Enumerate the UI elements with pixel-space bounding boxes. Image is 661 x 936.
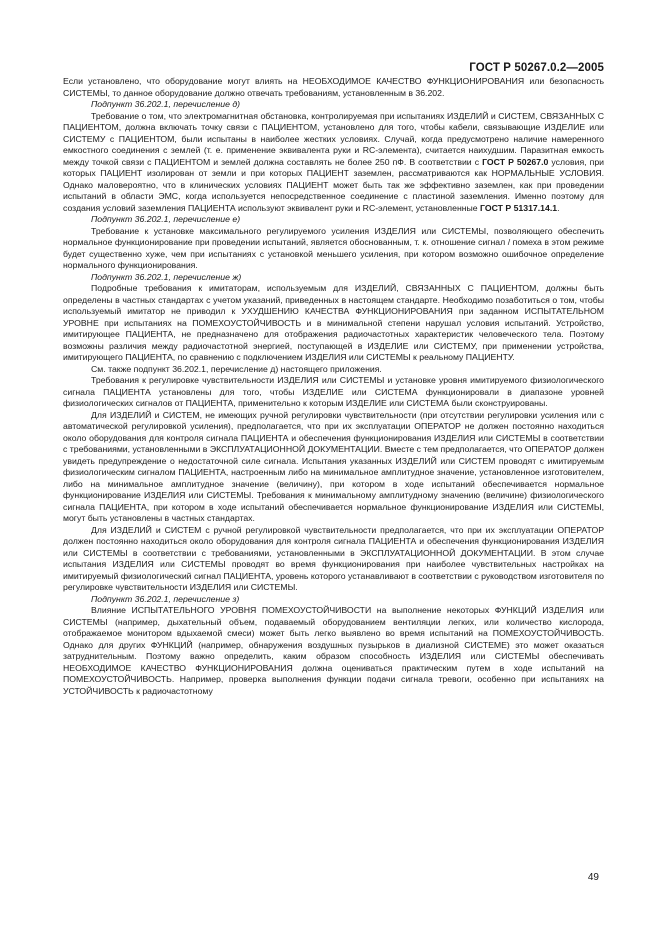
paragraph-text: Если установлено, что оборудование могут влиять на НЕОБХОДИМОЕ КАЧЕСТВО ФУНКЦИОНИРОВАНИЯ или безопасность СИСТЕМЫ, то данное оборудование должно отвечать требованиям, установленным в 36.202. (63, 76, 604, 98)
paragraph-text: условия, при которых ПАЦИЕНТ (63, 156, 605, 178)
paragraph: Подробные требования к имитаторам, используемым для ИЗДЕЛИЙ, СВЯЗАННЫХ С ПАЦИЕНТОМ, должны быть определены в частных стандартах с учетом указаний, приведенных в настоящем стандарте. Необходимо позаботиться о том, чтобы используемый имитатор не приводил к УХУДШЕНИЮ КАЧЕСТВА ФУНКЦИОНИРОВАНИЯ при заданном ИСПЫТАТЕЛЬНОМ УРОВНЕ при испытаниях на ПОМЕХОУСТОЙЧИВОСТЬ и в минимальной степени нарушал условия испытаний. Устройство, имитирующее ПАЦИЕНТА, не предназначено для отображения радиочастотных характеристик человеческого тела. Поэтому возможны различия между радиочастотной энергией, поступающей в ИЗДЕЛИЕ или СИСТЕМУ, при применении устройства, имитирующего ПАЦИЕНТА, по сравнению с подключением ИЗДЕЛИЯ или СИСТЕМЫ к реальному ПАЦИЕНТУ. (63, 283, 604, 362)
paragraph: Требование к установке максимального регулируемого усиления ИЗДЕЛИЯ или СИСТЕМЫ, позволяющего обеспечить нормальное функционирование при проведении испытаний, является обоснованным, т. к. отношение сигнал / помеха в этом режиме будет существенно хуже, чем при испытаниях с установкой меньшего усиления, при котором возможно ошибочное определение нормального функционирования. (63, 225, 604, 270)
standard-reference: ГОСТ Р 51317.14.1 (480, 202, 558, 213)
page-number: 49 (587, 872, 599, 883)
document-body (63, 76, 604, 697)
standard-reference: ГОСТ Р 50267.0 (482, 156, 549, 167)
subclause-heading: Подпункт 36.202.1, перечисление е) (91, 214, 241, 224)
paragraph: См. также подпункт 36.202.1, перечисление д) настоящего приложения. (91, 363, 382, 374)
subclause-heading: Подпункт 36.202.1, перечисление ж) (91, 271, 242, 282)
paragraph: Для ИЗДЕЛИЙ и СИСТЕМ с ручной регулировкой чувствительности предполагается, что при их эксплуатации ОПЕРАТОР должен постоянно находиться около оборудования для контроля сигнала ПАЦИЕНТА и обеспечения функционирования ИЗДЕЛИЯ или СИСТЕМЫ в соответствии с требованиями, установленными в ЭКСПЛУАТАЦИОННОЙ ДОКУМЕНТАЦИИ. В этом случае испытания ИЗДЕЛИЯ или СИСТЕМЫ проводят во время функционирования при наиболее чувствительных настройках на имитируемый физиологический сигнал ПАЦИЕНТА, уровень которого устанавливают в соответствии с руководством изготовителя по регулировке чувствительности ИЗДЕЛИЯ или СИСТЕМЫ. (63, 524, 604, 592)
paragraph: Требования к регулировке чувствительности ИЗДЕЛИЯ или СИСТЕМЫ и установке уровня имитируемого физиологического сигнала ПАЦИЕНТА установлены для того, чтобы ИЗДЕЛИЕ или СИСТЕМА функционировали в диапазоне уровней физиологических сигналов от ПАЦИЕНТА, применительно к которым ИЗДЕЛИЕ или СИСТЕМА были сконструированы. (63, 375, 604, 408)
paragraph-text: . (557, 202, 560, 213)
paragraph-text: Требование о том, что электромагнитная обстановка, контролируемая при испытаниях ИЗДЕЛИЙ и СИСТЕМ, СВЯЗАННЫХ С ПАЦИЕНТОМ, должна включать точку связи с ПАЦИЕНТОМ, установлено для того, чтобы кабели, связывающие ИЗДЕЛИЕ или СИСТЕМУ с ПАЦИЕНТОМ, были испытаны в наиболее жестких условиях. Случай, когда предусмотрено наличие намеренного емкостного соединения с землей (т. е. применение эквивалента руки и RC-элемента), считается наихудшим. Паразитная емкость между точкой связи с ПАЦИЕНТОМ и землей должна составлять не более 250 пФ. В соответствии с (63, 110, 604, 167)
paragraph-intro (63, 76, 604, 99)
subclause-heading: Подпункт 36.202.1, перечисление з) (91, 593, 240, 604)
paragraph: Для ИЗДЕЛИЙ и СИСТЕМ, не имеющих ручной регулировки чувствительности (при отсутствии регулировки усиления или с автоматической регулировкой усиления), предполагается, что при их эксплуатации ОПЕРАТОР не должен постоянно находиться около оборудования для контроля сигнала ПАЦИЕНТА и обеспечения функционирования ИЗДЕЛИЯ или СИСТЕМЫ в соответствии с требованиями, установленными в ЭКСПЛУАТАЦИОННОЙ ДОКУМЕНТАЦИИ. Вместе с тем предполагается, что ОПЕРАТОР должен увидеть предупреждение о недостаточной силе сигнала. Испытания указанных ИЗДЕЛИЙ или СИСТЕМ проводят с имитируемым физиологическим сигналом ПАЦИЕНТА, настроенным либо на минимальное амплитудное значение, установленное изготовителем, либо на минимальное амплитудное значение (величину), при котором в ходе испытаний обеспечивается нормальное функционирование ИЗДЕЛИЯ или СИСТЕМЫ. Требования к минимальному амплитудному значению (величине) физиологического сигнала ПАЦИЕНТА, при котором в ходе испытаний обеспечивается нормальное функционирование ИЗДЕЛИЯ или СИСТЕМЫ, могут быть установлены в частных стандартах. (63, 409, 604, 523)
paragraph (63, 111, 604, 215)
standard-code: ГОСТ Р 50267.0.2—2005 (469, 62, 604, 74)
subclause-heading: Подпункт 36.202.1, перечисление д) (91, 99, 241, 109)
paragraph: Влияние ИСПЫТАТЕЛЬНОГО УРОВНЯ ПОМЕХОУСТОЙЧИВОСТИ на выполнение некоторых ФУНКЦИЙ ИЗДЕЛИЯ или СИСТЕМЫ (например, дыхательный объем, подаваемый оборудованием вентиляции легких, или количество кислорода, отображаемое монитором вдыхаемой смеси) может быть легко выявлено во время испытаний на ПОМЕХОУСТОЙЧИВОСТЬ. Однако для других ФУНКЦИЙ (например, обнаружения воздушных пузырьков в диализной СИСТЕМЕ) это может оказаться затруднительным. Поэтому важно определить, каким образом способность ИЗДЕЛИЯ или СИСТЕМЫ обеспечивать НЕОБХОДИМОЕ КАЧЕСТВО ФУНКЦИОНИРОВАНИЯ должна оцениваться практическим путем в ходе испытаний на ПОМЕХОУСТОЙЧИВОСТЬ. Например, проверка выполнения функции подачи сигнала тревоги, особенно при испытаниях на УСТОЙЧИВОСТЬ к радиочастотному (63, 605, 604, 696)
paragraph-text: изолирован от земли и при которых ПАЦИЕНТ заземлен, рассматриваются как НОРМАЛЬНЫЕ УСЛОВИЯ. Однако маловероятно, что в клинических условиях ПАЦИЕНТ может быть так же эффективно заземлен, как при проведении испытаний в области ЭМС, когда используется непосредственное соединение с пластиной заземления. Именно поэтому для создания условий заземления ПАЦИЕНТА используют эквивалент руки и RC-элемент, установленные (63, 168, 605, 213)
